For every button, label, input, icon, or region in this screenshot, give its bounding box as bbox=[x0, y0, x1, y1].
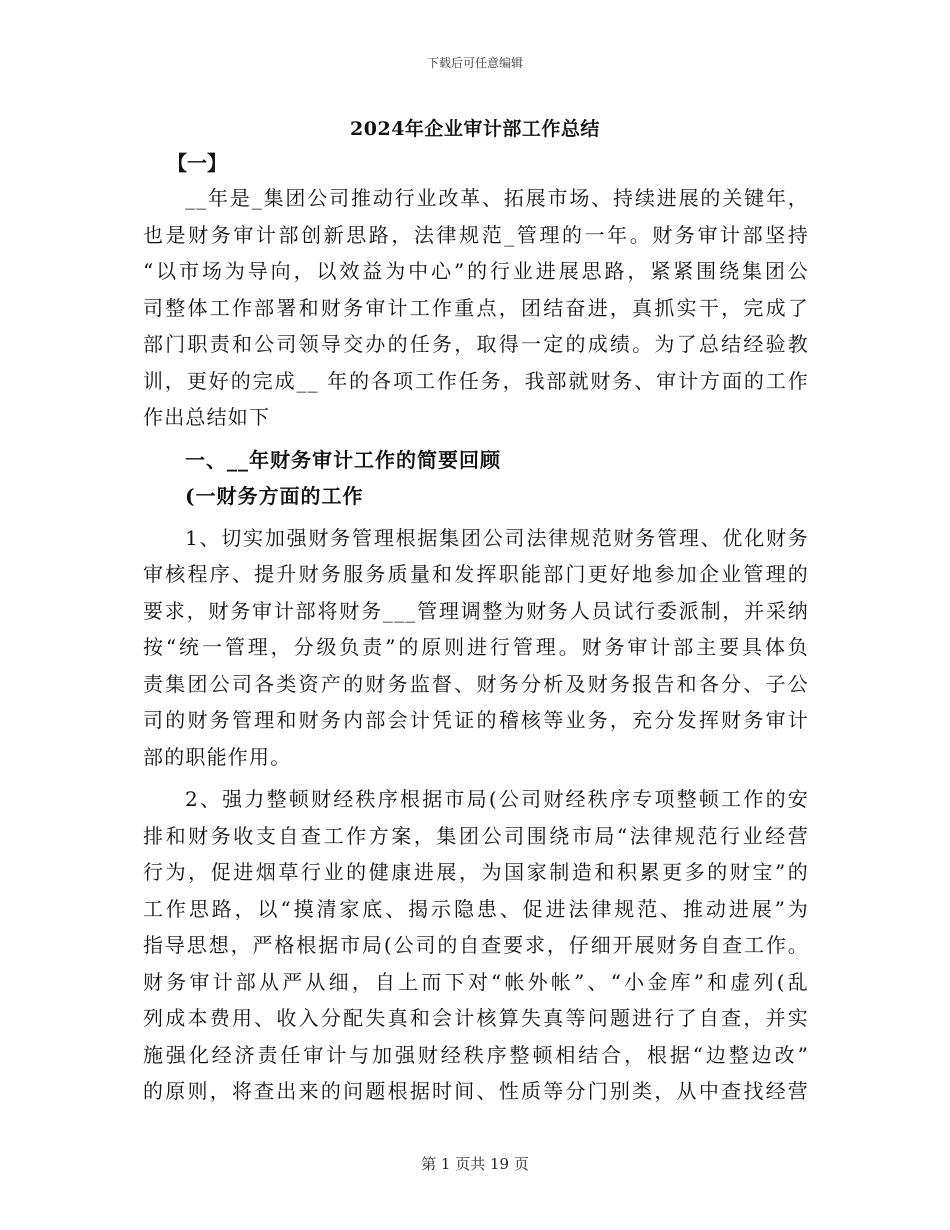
paragraph-line: __年是_集团公司推动行业改革、拓展市场、持续进展的关键年， bbox=[185, 186, 809, 210]
header-note: 下载后可任意编辑 bbox=[426, 56, 523, 70]
section-mark: 【一】 bbox=[167, 151, 227, 175]
paragraph-line: 财务审计部从严从细，自上而下对“帐外帐”、“小金库”和虚列(乱 bbox=[143, 969, 809, 994]
paragraph-line: 列成本费用、收入分配失真和会计核算失真等问题进行了自查，并实 bbox=[143, 1006, 809, 1030]
paragraph-finance-order bbox=[143, 781, 809, 1110]
paragraph-line: 部门职责和公司领导交办的任务，取得一定的成绩。为了总结经验教 bbox=[143, 332, 809, 356]
paragraph-line: 审核程序、提升财务服务质量和发挥职能部门更好地参加企业管理的 bbox=[143, 562, 809, 586]
paragraph-line: 施强化经济责任审计与加强财经秩序整顿相结合，根据“边整边改” bbox=[143, 1042, 809, 1067]
paragraph-line: 也是财务审计部创新思路，法律规范_管理的一年。财务审计部坚持 bbox=[143, 222, 809, 247]
paragraph-line: 司整体工作部署和财务审计工作重点，团结奋进，真抓实干，完成了 bbox=[143, 295, 809, 320]
intro-paragraph bbox=[143, 180, 809, 436]
paragraph-line: 要求，财务审计部将财务___管理调整为财务人员试行委派制，并采纳 bbox=[143, 598, 809, 623]
paragraph-line: 训，更好的完成__ 年的各项工作任务，我部就财务、审计方面的工作 bbox=[143, 368, 809, 393]
paragraph-line: 按“统一管理，分级负责”的原则进行管理。财务审计部主要具体负 bbox=[143, 635, 809, 659]
document-title: 2024年企业审计部工作总结 bbox=[350, 118, 600, 140]
paragraph-line: 2、强力整顿财经秩序根据市局(公司财经秩序专项整顿工作的安 bbox=[185, 787, 809, 811]
subsection-heading: (一财务方面的工作 bbox=[185, 483, 364, 508]
paragraph-line: “以市场为导向，以效益为中心”的行业进展思路，紧紧围绕集团公 bbox=[143, 259, 809, 283]
paragraph-line: 1、切实加强财务管理根据集团公司法律规范财务管理、优化财务 bbox=[185, 525, 809, 550]
paragraph-line: 责集团公司各类资产的财务监督、财务分析及财务报告和各分、子公 bbox=[143, 671, 809, 696]
paragraph-line: 工作思路，以“摸清家底、揭示隐患、促进法律规范、推动进展”为 bbox=[143, 896, 809, 921]
section-heading: 一、__年财务审计工作的简要回顾 bbox=[185, 447, 501, 472]
document-body bbox=[143, 146, 809, 1110]
paragraph-finance-management bbox=[143, 520, 809, 776]
paragraph-line: 司的财务管理和财务内部会计凭证的稽核等业务，充分发挥财务审计 bbox=[143, 708, 809, 732]
paragraph-line: 行为，促进烟草行业的健康进展，为国家制造和积累更多的财宝”的 bbox=[143, 860, 809, 884]
paragraph-line: 排和财务收支自查工作方案，集团公司围绕市局“法律规范行业经营 bbox=[143, 823, 809, 848]
paragraph-line: 作出总结如下 bbox=[143, 405, 271, 429]
paragraph-line: 部的职能作用。 bbox=[143, 744, 292, 769]
page-number: 第 1 页共 19 页 bbox=[421, 1155, 529, 1173]
paragraph-line: 的原则，将查出来的问题根据时间、性质等分门别类，从中查找经营 bbox=[143, 1079, 809, 1103]
paragraph-line: 指导思想，严格根据市局(公司的自查要求，仔细开展财务自查工作。 bbox=[143, 933, 809, 957]
